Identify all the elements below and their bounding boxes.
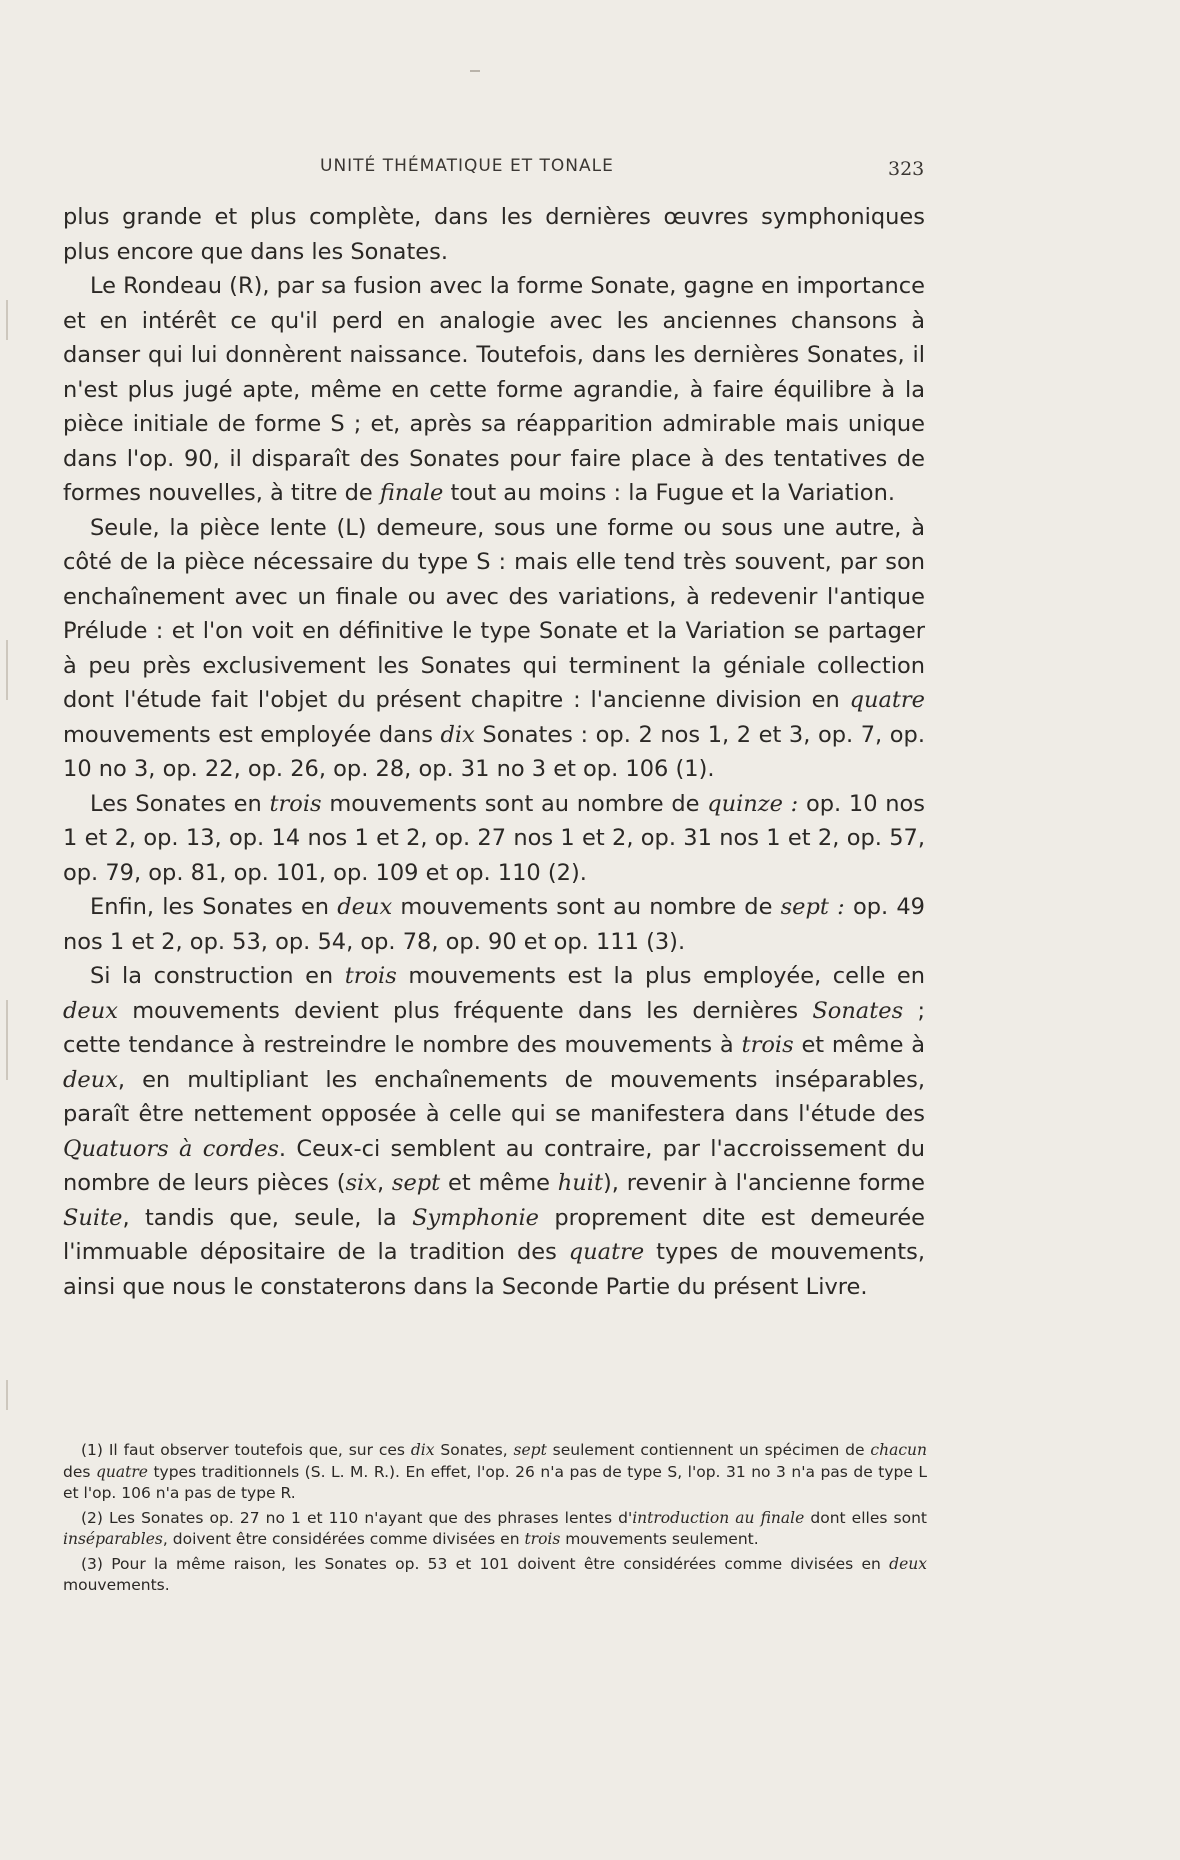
italic-run: sept :	[780, 894, 845, 920]
footnote-2	[63, 1508, 927, 1551]
text-run: Si la construction en	[90, 963, 334, 989]
margin-mark	[6, 1000, 8, 1080]
page-number: 323	[888, 158, 925, 180]
italic-run: deux	[337, 894, 393, 920]
italic-run: chacun	[870, 1441, 927, 1459]
text-run: types traditionnels (S. L. M. R.). En effet, l'op. 26 n'a pas de type S, l'op. 31 no 3 n'a pas de type L et l'op. 106 n'a pas de type R.	[63, 1462, 928, 1502]
italic-run: trois	[524, 1530, 561, 1548]
text-run: mouvements.	[63, 1576, 170, 1594]
paragraph-4	[63, 787, 925, 891]
text-run: Seule, la pièce lente (L) demeure, sous une forme ou sous une autre, à côté de la pièce nécessaire du type S : mais elle tend très souvent, par son enchaînement avec un finale ou avec des variations, à redevenir l'antique Prélude : et l'on voit en définitive le type Sonate et la Variation se partager à peu près exclusivement les Sonates qui terminent la géniale collection dont l'étude fait l'objet du présent chapitre : l'ancienne division en	[63, 514, 925, 713]
text-run: op. 49 nos 1 et 2, op. 53, op. 54, op. 78, op. 90 et op. 111 (3).	[63, 894, 925, 955]
text-run: mouvements sont au nombre de	[329, 790, 700, 817]
text-run: types de mouvements, ainsi que nous le constaterons dans la Seconde Partie du présent Livre.	[63, 1239, 925, 1300]
italic-run: deux	[63, 1066, 118, 1093]
italic-run: dix	[440, 721, 475, 748]
text-run: Le Rondeau (R), par sa fusion avec la forme Sonate, gagne en importance et en intérêt ce qu'il perd en analogie avec les anciennes chansons à danser qui lui donnèrent naissance. Toutefois, dans les dernières Sonates, il n'est plus jugé apte, même en cette forme agrandie, à faire équilibre à la pièce initiale de forme S ; et, après sa réapparition admirable mais unique dans l'op. 90, il disparaît des Sonates pour faire place à des tentatives de formes nouvelles, à titre de	[63, 273, 925, 506]
text-run: des	[63, 1462, 91, 1481]
text-run: . Ceux-ci semblent au contraire, par l'accroissement du nombre de leurs pièces (	[63, 1135, 925, 1196]
text-run: mouvements sont au nombre de	[400, 894, 773, 920]
italic-run: quatre	[95, 1462, 148, 1481]
italic-run: sept	[513, 1441, 547, 1459]
text-run: plus grande et plus complète, dans les dernières œuvres symphoniques plus encore que dans les Sonates.	[63, 204, 925, 265]
running-title: UNITÉ THÉMATIQUE ET TONALE	[320, 156, 614, 176]
text-run: Sonates : op. 2 nos 1, 2 et 3, op. 7, op. 10 no 3, op. 22, op. 26, op. 28, op. 31 no 3 et op. 106 (1).	[63, 721, 925, 782]
main-text	[63, 200, 925, 1304]
text-run: , tandis que, seule, la	[122, 1204, 397, 1231]
text-run: mouvements seulement.	[565, 1530, 759, 1548]
italic-run: huit	[557, 1170, 604, 1196]
text-run: op. 10 nos 1 et 2, op. 13, op. 14 nos 1 et 2, op. 27 nos 1 et 2, op. 31 nos 1 et 2, op. 57, op. 79, op. 81, op. 101, op. 109 et op. 110 (2).	[63, 790, 926, 886]
italic-run: finale	[379, 480, 444, 506]
margin-mark	[6, 640, 8, 700]
text-run: et même à	[801, 1032, 926, 1058]
text-run: proprement dite est demeurée l'immuable dépositaire de la tradition des	[63, 1204, 926, 1265]
italic-run: trois	[741, 1032, 794, 1058]
italic-run: six	[345, 1170, 377, 1196]
text-run: , doivent être considérées comme divisées en	[162, 1530, 520, 1548]
italic-run: inséparables	[63, 1530, 163, 1548]
footnotes	[63, 1440, 927, 1600]
italic-run: Symphonie	[412, 1204, 539, 1231]
text-run: ), revenir à l'ancienne forme	[603, 1170, 926, 1196]
footnote-1	[63, 1440, 927, 1505]
italic-run: introduction au finale	[632, 1508, 805, 1527]
paragraph-3	[63, 511, 925, 787]
text-run: ; cette tendance à restreindre le nombre des mouvements à	[63, 997, 926, 1058]
text-run: (1) Il faut observer toutefois que, sur ces	[81, 1441, 405, 1459]
page-mark	[470, 70, 480, 72]
text-run: Enfin, les Sonates en	[90, 894, 330, 920]
italic-run: sept	[391, 1170, 441, 1196]
text-run: seulement contiennent un spécimen de	[552, 1441, 865, 1459]
text-run: mouvements est employée dans	[63, 721, 433, 748]
italic-run: quatre	[568, 1239, 645, 1265]
italic-run: Quatuors à cordes	[63, 1135, 279, 1162]
italic-run: dix	[410, 1441, 435, 1459]
italic-run: Suite	[63, 1204, 123, 1231]
italic-run: Sonates	[812, 997, 904, 1024]
margin-mark	[6, 300, 8, 340]
margin-mark	[6, 1380, 8, 1410]
italic-run: deux	[889, 1554, 927, 1573]
paragraph-5	[63, 890, 925, 959]
text-run: tout au moins : la Fugue et la Variation.	[450, 480, 895, 506]
italic-run: trois	[269, 790, 322, 817]
text-run: , en multipliant les enchaînements de mouvements inséparables, paraît être nettement opposée à celle qui se manifestera dans l'étude des	[63, 1066, 925, 1127]
italic-run: quinze :	[707, 790, 799, 817]
italic-run: deux	[63, 997, 118, 1024]
text-run: Sonates,	[440, 1441, 508, 1459]
text-run: mouvements devient plus fréquente dans les dernières	[132, 997, 799, 1024]
text-run: Les Sonates en	[90, 790, 262, 817]
text-run: (2) Les Sonates op. 27 no 1 et 110 n'ayant que des phrases lentes d'	[81, 1508, 633, 1527]
paragraph-6	[63, 959, 925, 1304]
italic-run: trois	[344, 963, 397, 989]
text-run: et même	[448, 1170, 550, 1196]
text-run: dont elles sont	[810, 1508, 927, 1527]
paragraph-2	[63, 269, 925, 511]
italic-run: quatre	[849, 687, 925, 713]
paragraph-1	[63, 200, 925, 269]
text-run: mouvements est la plus employée, celle en	[408, 963, 925, 989]
footnote-3	[63, 1554, 927, 1597]
text-run: (3) Pour la même raison, les Sonates op. 53 et 101 doivent être considérées comme divisées en	[81, 1554, 881, 1573]
text-run: ,	[376, 1170, 385, 1196]
